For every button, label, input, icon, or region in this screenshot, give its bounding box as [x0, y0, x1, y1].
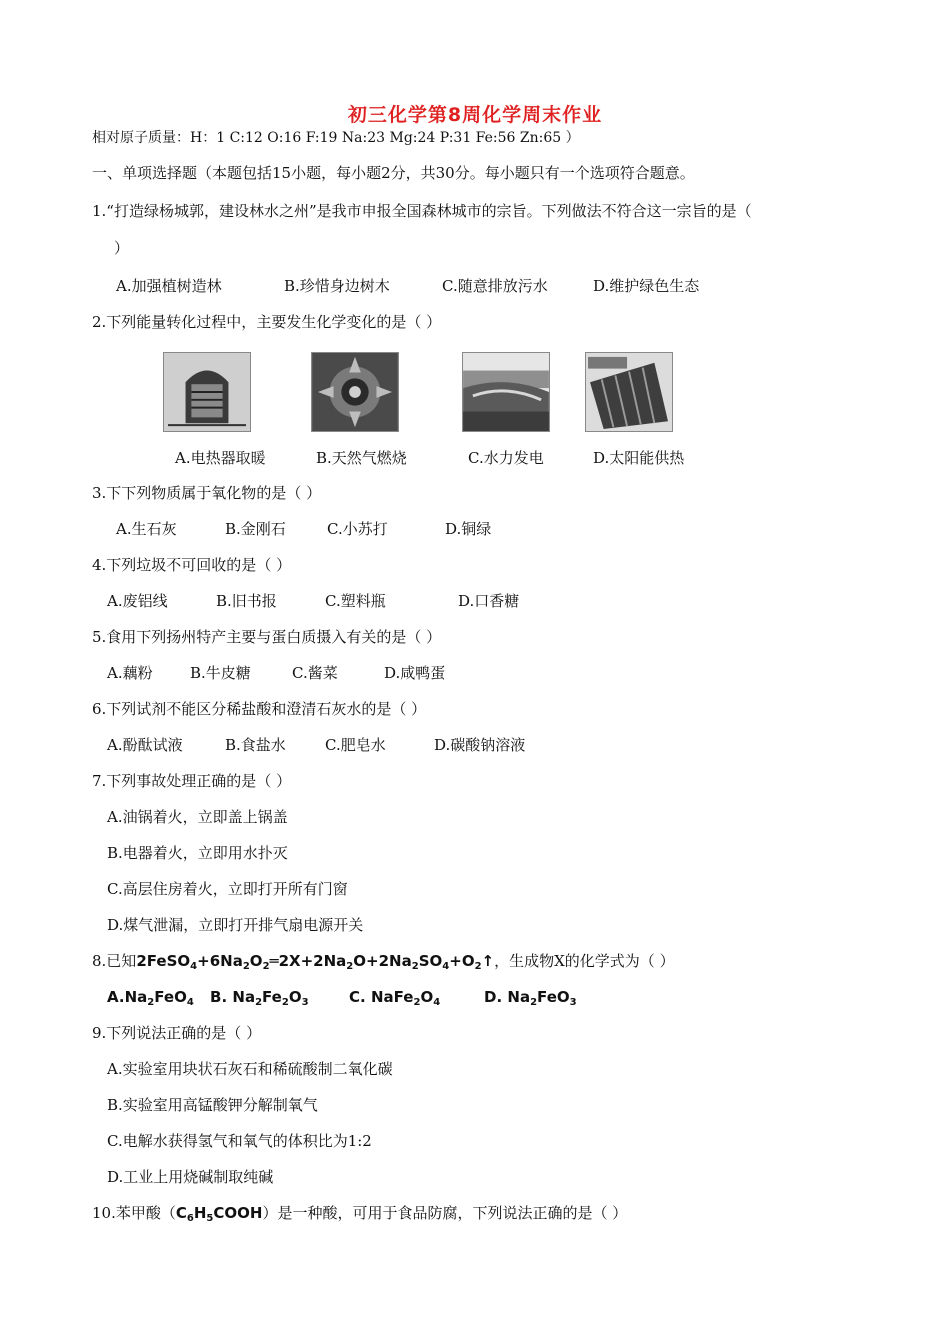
question-1-stem-cont: ） — [114, 239, 130, 257]
question-4-option-a: A.废铝线 — [107, 592, 168, 610]
question-3-option-d: D.铜绿 — [445, 520, 492, 538]
question-6-option-a: A.酚酞试液 — [107, 736, 183, 754]
page-title: 初三化学第8周化学周末作业 — [347, 104, 603, 126]
question-7-stem: 7.下列事故处理正确的是（ ） — [92, 772, 292, 790]
question-3-option-c: C.小苏打 — [327, 520, 388, 538]
question-2-option-c: C.水力发电 — [468, 449, 544, 467]
question-9-option-b: B.实验室用高锰酸钾分解制氧气 — [107, 1096, 318, 1114]
question-8-option-d: D. $Na_2FeO_3$ — [484, 988, 577, 1008]
question-6-option-d: D.碳酸钠溶液 — [434, 736, 526, 754]
question-7-option-a: A.油锅着火，立即盖上锅盖 — [107, 808, 288, 826]
question-1-option-a: A.加强植树造林 — [116, 277, 222, 295]
question-1-option-b: B.珍惜身边树木 — [284, 277, 390, 295]
question-1-option-d: D.维护绿色生态 — [593, 277, 700, 295]
gas-stove-image — [311, 352, 399, 432]
question-8-equation: $2FeSO_4+6Na_2O_2═2X+2Na_2O+2Na_2SO_4+O_2↑$ — [136, 952, 495, 972]
question-10-suffix: ）是一种酸，可用于食品防腐，下列说法正确的是（ ） — [262, 1204, 628, 1222]
question-6-option-c: C.肥皂水 — [325, 736, 386, 754]
question-9-option-d: D.工业上用烧碱制取纯碱 — [107, 1168, 274, 1186]
question-9-stem: 9.下列说法正确的是（ ） — [92, 1024, 262, 1042]
question-2-option-a: A.电热器取暖 — [175, 449, 266, 467]
question-8-stem — [92, 951, 675, 971]
question-6-stem: 6.下列试剂不能区分稀盐酸和澄清石灰水的是（ ） — [92, 700, 427, 718]
question-5-option-b: B.牛皮糖 — [190, 664, 251, 682]
question-4-stem: 4.下列垃圾不可回收的是（ ） — [92, 556, 292, 574]
question-10-prefix: 10.苯甲酸（ — [92, 1204, 176, 1222]
solar-heater-image — [585, 352, 673, 432]
hydropower-image — [462, 352, 550, 432]
heater-image — [163, 352, 251, 432]
question-9-option-c: C.电解水获得氢气和氧气的体积比为1:2 — [107, 1132, 372, 1150]
question-7-option-d: D.煤气泄漏，立即打开排气扇电源开关 — [107, 916, 364, 934]
question-4-option-d: D.口香糖 — [458, 592, 520, 610]
question-4-option-c: C.塑料瓶 — [325, 592, 386, 610]
question-10-formula: $C_6H_5COOH$ — [175, 1204, 263, 1224]
question-3-stem: 3.下下列物质属于氧化物的是（ ） — [92, 484, 322, 502]
question-6-option-b: B.食盐水 — [225, 736, 286, 754]
question-2-stem: 2.下列能量转化过程中，主要发生化学变化的是（ ） — [92, 313, 442, 331]
question-7-option-b: B.电器着火，立即用水扑灭 — [107, 844, 288, 862]
question-7-option-c: C.高层住房着火，立即打开所有门窗 — [107, 880, 348, 898]
section-heading: 一、单项选择题（本题包括15小题，每小题2分，共30分。每小题只有一个选项符合题意。 — [92, 164, 695, 182]
question-1-option-c: C.随意排放污水 — [442, 277, 548, 295]
question-3-option-b: B.金刚石 — [225, 520, 286, 538]
question-8-option-b: B. $Na_2Fe_2O_3$ — [210, 988, 309, 1008]
question-2-option-b: B.天然气燃烧 — [316, 449, 407, 467]
question-8-suffix: ，生成物X的化学式为（ ） — [494, 952, 675, 970]
question-8-option-c: C. $NaFe_2O_4$ — [349, 988, 441, 1008]
question-3-option-a: A.生石灰 — [116, 520, 177, 538]
question-8-prefix: 8.已知 — [92, 952, 137, 970]
question-5-option-d: D.咸鸭蛋 — [384, 664, 446, 682]
question-9-option-a: A.实验室用块状石灰石和稀硫酸制二氧化碳 — [107, 1060, 393, 1078]
question-5-stem: 5.食用下列扬州特产主要与蛋白质摄入有关的是（ ） — [92, 628, 442, 646]
question-1-stem: 1.“打造绿杨城郭，建设林水之州”是我市申报全国森林城市的宗旨。下列做法不符合这一宗旨的是（ — [92, 202, 752, 220]
question-4-option-b: B.旧书报 — [216, 592, 277, 610]
atomic-masses: 相对原子质量：H：1 C:12 O:16 F:19 Na:23 Mg:24 P:31 Fe:56 Zn:65 ） — [92, 130, 580, 146]
question-10-stem — [92, 1203, 627, 1223]
question-5-option-c: C.酱菜 — [292, 664, 338, 682]
question-2-option-d: D.太阳能供热 — [593, 449, 685, 467]
question-5-option-a: A.藕粉 — [107, 664, 153, 682]
question-8-option-a: $A.Na_2FeO_4$ — [107, 988, 194, 1008]
